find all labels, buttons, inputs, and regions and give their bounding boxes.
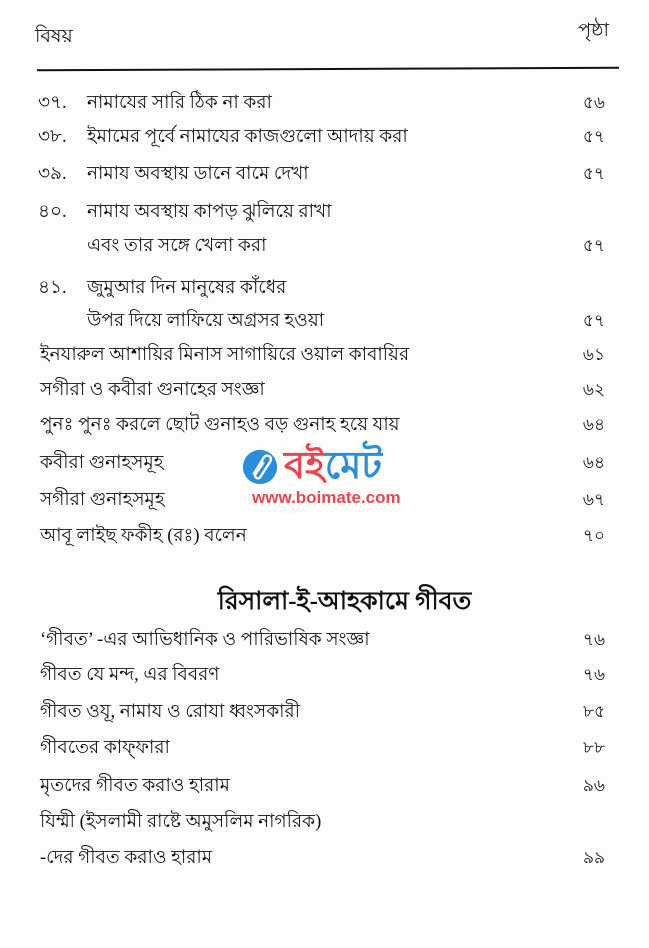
entry-title: গীবত ওযূ, নামায ও রোযা ধ্বংসকারী [40, 702, 300, 722]
header-divider [37, 67, 619, 72]
entry-title: ইনযারুল আশায়ির মিনাস সাগায়িরে ওয়াল কাবায়ির [40, 345, 410, 365]
entry-page: ৭৬ [582, 630, 605, 649]
entry-page: ৫৭ [582, 236, 605, 255]
entry-number: ৪১. [38, 278, 67, 298]
entry-title: যিম্মী (ইসলামী রাষ্টে অমুসলিম নাগরিক) [40, 812, 322, 832]
toc-entry-continuation [0, 231, 649, 261]
toc-entry [0, 733, 649, 763]
entry-title: আবূ লাইছ ফকীহ (রঃ) বলেন [40, 526, 247, 546]
toc-entry [0, 122, 649, 152]
toc-entry-continuation [0, 306, 649, 336]
entry-page: ৫৭ [582, 127, 605, 146]
entry-title: নামায অবস্থায় ডানে বামে দেখা [87, 164, 309, 184]
watermark-url: www.boimate.com [252, 488, 401, 507]
watermark-brand-part2: মেট [324, 445, 382, 487]
entry-page: ৮৫ [582, 702, 605, 721]
toc-entry [0, 771, 649, 801]
toc-entry [0, 410, 649, 440]
paperclip-icon [240, 448, 280, 486]
entry-page: ৫৭ [582, 311, 605, 330]
toc-entry [0, 159, 649, 189]
entry-title: ‘গীবত’ -এর আভিধানিক ও পারিভাষিক সংজ্ঞা [40, 630, 370, 650]
toc-entry [0, 340, 649, 370]
toc-entry [0, 521, 649, 551]
toc-entry [0, 625, 649, 655]
entry-title: সগীরা গুনাহসমূহ [40, 490, 165, 510]
toc-entry [0, 697, 649, 727]
entry-title: নামায অবস্থায় কাপড় ঝুলিয়ে রাখা [87, 202, 332, 222]
entry-number: ৪০. [38, 202, 67, 222]
toc-entry [0, 807, 649, 837]
entry-page: ৬৪ [582, 415, 605, 434]
watermark-brand-part1: বই [284, 445, 325, 487]
toc-entry [0, 660, 649, 690]
entry-title: কবীরা গুনাহসমূহ [40, 453, 164, 473]
toc-entry [0, 375, 649, 405]
entry-page: ৬১ [582, 345, 605, 364]
entry-title: নামাযের সারি ঠিক না করা [87, 93, 272, 113]
entry-page: ৬৭ [582, 490, 605, 509]
subject-column-header: বিষয় [35, 26, 73, 47]
entry-number: ৩৮. [38, 127, 67, 147]
page-column-header: পৃষ্ঠা [578, 20, 609, 41]
watermark-logo [240, 446, 425, 510]
entry-page: ৭০ [582, 526, 605, 545]
entry-title: সগীরা ও কবীরা গুনাহের সংজ্ঞা [40, 380, 265, 400]
entry-page: ৫৬ [582, 93, 605, 112]
entry-page: ৬২ [582, 380, 605, 399]
entry-number: ৩৭. [38, 93, 67, 113]
entry-page: ৯৯ [582, 848, 605, 867]
section-title: রিসালা-ই-আহকামে গীবত [217, 588, 472, 615]
entry-page: ৫৭ [582, 164, 605, 183]
entry-title: গীবত যে মন্দ, এর বিবরণ [40, 665, 220, 685]
entry-title: উপর দিয়ে লাফিয়ে অগ্রসর হওয়া [87, 311, 325, 331]
watermark-brand [284, 446, 382, 486]
entry-title: জুমুআর দিন মানুষের কাঁধের [87, 278, 287, 298]
toc-entry [0, 197, 649, 227]
entry-title: -দের গীবত করাও হারাম [40, 848, 213, 868]
entry-page: ৮৮ [582, 738, 605, 757]
entry-title: পুনঃ পুনঃ করলে ছোট গুনাহও বড় গুনাহ হয়ে যায় [40, 415, 400, 435]
toc-entry [0, 88, 649, 118]
entry-title: গীবতের কাফ্‌ফারা [40, 738, 170, 758]
entry-page: ৬৪ [582, 453, 605, 472]
toc-entry-continuation [0, 843, 649, 873]
entry-title: ইমামের পূর্বে নামাযের কাজগুলো আদায় করা [87, 127, 408, 147]
toc-entry [0, 273, 649, 303]
entry-number: ৩৯. [38, 164, 67, 184]
entry-title: এবং তার সঙ্গে খেলা করা [87, 236, 267, 256]
entry-page: ৯৬ [582, 776, 605, 795]
entry-page: ৭৬ [582, 665, 605, 684]
entry-title: মৃতদের গীবত করাও হারাম [40, 776, 230, 796]
